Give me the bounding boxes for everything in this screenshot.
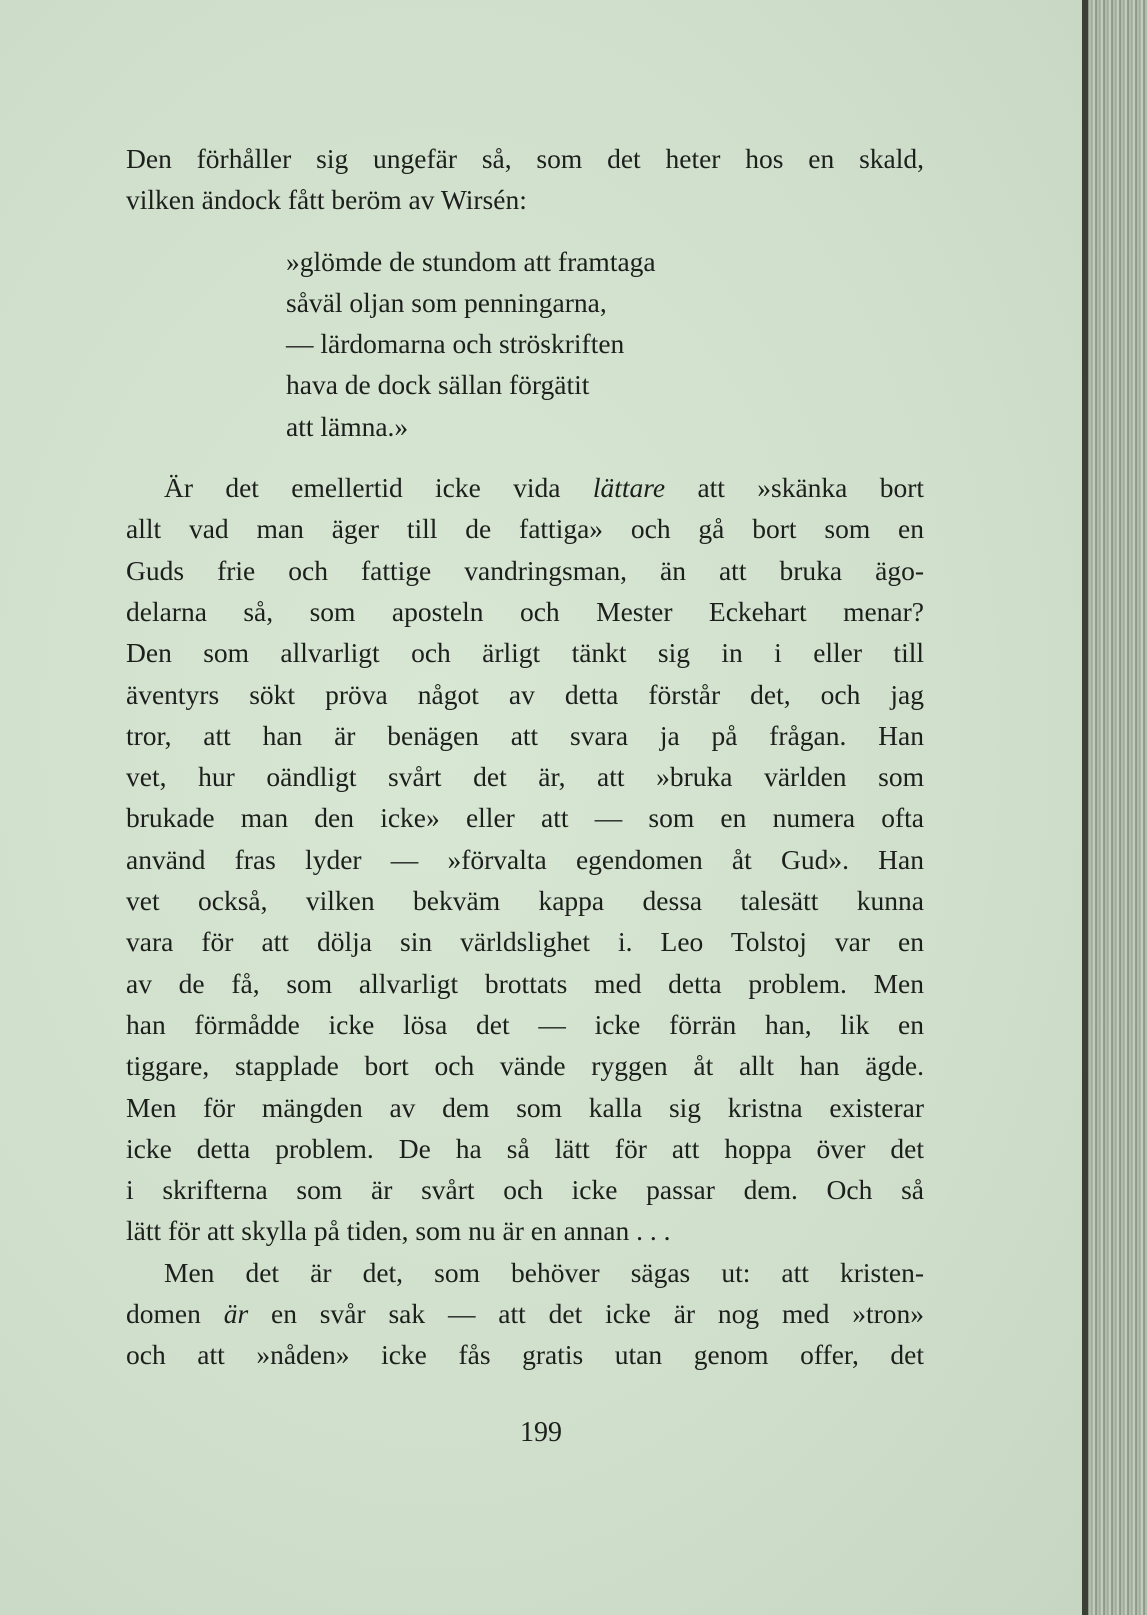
text-line: domen är en svår sak — att det icke är nog med »tron» [126, 1298, 924, 1330]
verse-line: »glömde de stundom att framtaga [286, 245, 656, 277]
text-line: och att »nåden» icke fås gratis utan genom offer, det [126, 1339, 924, 1371]
text-line: Är det emellertid icke vida lättare att »skänka bort [164, 472, 924, 504]
text-line: Den som allvarligt och ärligt tänkt sig in i eller till [126, 637, 924, 669]
text-line: av de få, som allvarligt brottats med detta problem. Men [126, 967, 924, 999]
book-page-edges [1082, 0, 1147, 1615]
text-line: vet också, vilken bekväm kappa dessa talesätt kunna [126, 885, 924, 917]
page-body [126, 138, 924, 1376]
text-line: äventyrs sökt pröva något av detta förstår det, och jag [126, 678, 924, 710]
verse-line: att lämna.» [286, 410, 409, 442]
text-line: i skrifterna som är svårt och icke passar dem. Och så [126, 1174, 924, 1206]
text-line: Men det är det, som behöver sägas ut: att kristen- [164, 1256, 924, 1288]
paragraph-2 [126, 1252, 924, 1376]
verse-line: hava de dock sällan förgätit [286, 369, 590, 401]
page-edge-shadow [1082, 0, 1088, 1615]
intro-paragraph [126, 138, 924, 221]
page-number: 199 [520, 1417, 562, 1448]
text-line: icke detta problem. De ha så lätt för att hoppa över det [126, 1132, 924, 1164]
text-line: delarna så, som aposteln och Mester Eckehart menar? [126, 595, 924, 627]
text-line: vara för att dölja sin världslighet i. Leo Tolstoj var en [126, 926, 924, 958]
text-line: Men för mängden av dem som kalla sig kristna existerar [126, 1091, 924, 1123]
verse-quote [286, 241, 846, 447]
verse-line: såväl oljan som penningarna, [286, 286, 607, 318]
intro-line: Den förhåller sig ungefär så, som det heter hos en skald, [126, 143, 924, 174]
paragraph-1 [126, 467, 924, 1252]
text-line: brukade man den icke» eller att — som en numera ofta [126, 802, 924, 834]
text-line: tror, att han är benägen att svara ja på frågan. Han [126, 719, 924, 751]
intro-line: vilken ändock fått beröm av Wirsén: [126, 184, 527, 216]
text-line: vet, hur oändligt svårt det är, att »bruka världen som [126, 761, 924, 793]
text-line: allt vad man äger till de fattiga» och gå bort som en [126, 513, 924, 545]
text-line: tiggare, stapplade bort och vände ryggen åt allt han ägde. [126, 1050, 924, 1082]
verse-line: — lärdomarna och ströskriften [286, 328, 625, 360]
text-line: använd fras lyder — »förvalta egendomen åt Gud». Han [126, 843, 924, 875]
text-line: lätt för att skylla på tiden, som nu är en annan . . . [126, 1215, 671, 1247]
text-line: Guds frie och fattige vandringsman, än att bruka ägo- [126, 554, 924, 586]
text-line: han förmådde icke lösa det — icke förrän han, lik en [126, 1008, 924, 1040]
